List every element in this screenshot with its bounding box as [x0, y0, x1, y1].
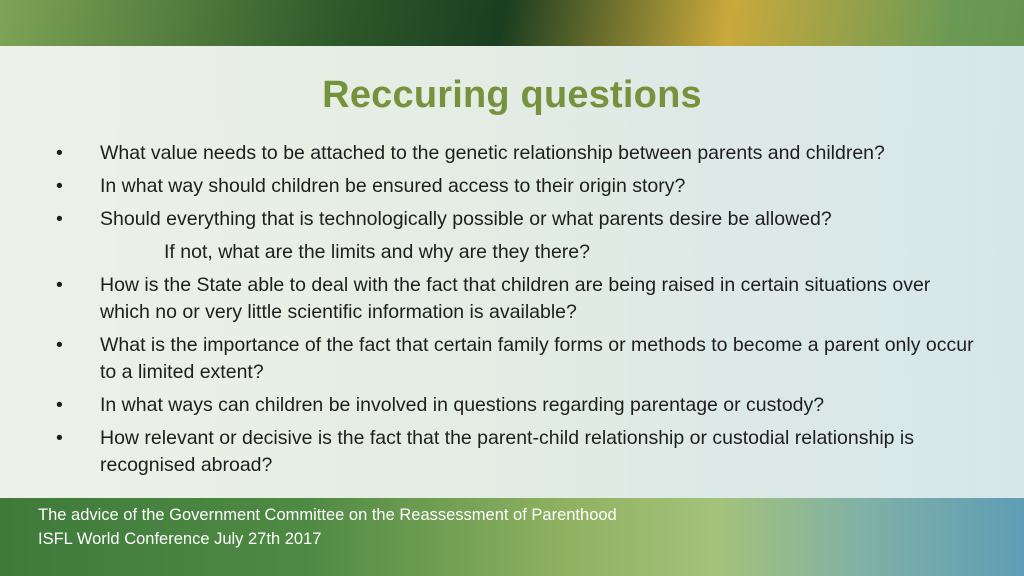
- decorative-top-band: [0, 0, 1024, 46]
- list-item: [56, 173, 976, 200]
- list-item-text: How relevant or decisive is the fact that the parent-child relationship or custodial relationship is recognised abroad?: [100, 427, 915, 476]
- bullet-icon: •: [56, 427, 63, 449]
- list-item-text: How is the State able to deal with the fact that children are being raised in certain situations over which no or very little scientific information is available?: [100, 274, 931, 323]
- footer-line-2: ISFL World Conference July 27th 2017: [38, 530, 322, 548]
- bullet-icon: •: [56, 142, 63, 164]
- bullet-icon: •: [56, 274, 63, 296]
- footer-line-1: The advice of the Government Committee on the Reassessment of Parenthood: [38, 506, 617, 524]
- question-list: [56, 140, 976, 485]
- bullet-icon: •: [56, 394, 63, 416]
- list-item: [56, 392, 976, 419]
- bullet-icon: •: [56, 175, 63, 197]
- list-item-text: What is the importance of the fact that certain family forms or methods to become a parent only occur to a limited extent?: [100, 334, 974, 383]
- bullet-icon: •: [56, 208, 63, 230]
- list-item: [56, 206, 976, 233]
- list-item-text: What value needs to be attached to the genetic relationship between parents and children?: [100, 142, 885, 164]
- list-item: [56, 425, 976, 479]
- list-item-text: In what way should children be ensured access to their origin story?: [100, 175, 686, 197]
- list-item: [56, 140, 976, 167]
- list-item: [56, 272, 976, 326]
- bullet-icon: •: [56, 334, 63, 356]
- list-subline: If not, what are the limits and why are they there?: [164, 241, 590, 263]
- list-item-text: In what ways can children be involved in questions regarding parentage or custody?: [100, 394, 825, 416]
- list-item: [56, 332, 976, 386]
- slide-title: Reccuring questions: [322, 74, 702, 116]
- list-item-text: Should everything that is technologically possible or what parents desire be allowed?: [100, 208, 832, 230]
